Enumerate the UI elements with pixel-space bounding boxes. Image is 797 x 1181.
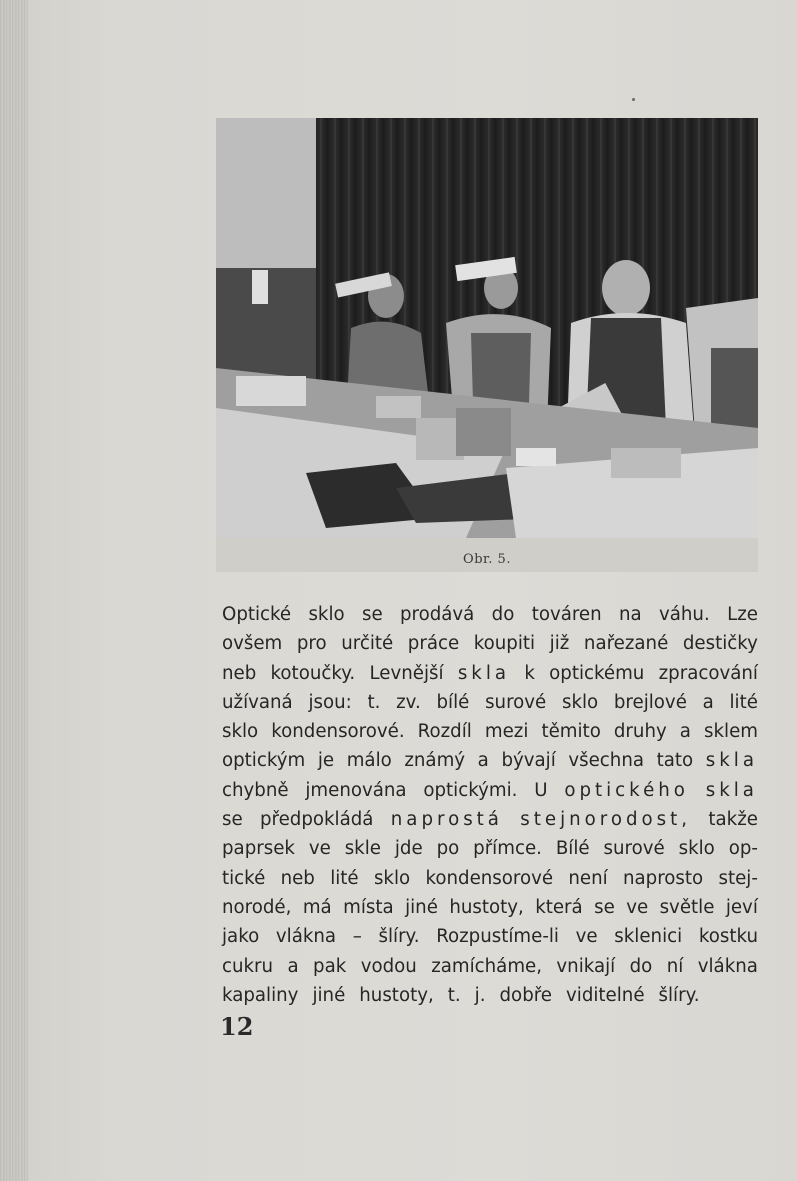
word: prodává — [399, 604, 475, 625]
word: určité — [341, 633, 394, 655]
word: nařezané — [583, 633, 669, 655]
word: neb — [222, 662, 257, 684]
word: lité — [729, 691, 758, 713]
word: sklenici — [614, 926, 683, 948]
body-paragraph — [222, 600, 758, 1010]
word: zpracování — [658, 662, 758, 684]
word: kondensorové. — [271, 721, 405, 743]
word: t. — [447, 984, 461, 1006]
text-line — [222, 922, 758, 951]
word: a — [287, 955, 299, 977]
word: vlákna — [275, 926, 337, 948]
word: cukru — [222, 955, 274, 977]
word: takže — [708, 809, 758, 831]
word: k — [524, 662, 535, 684]
word: váhu. — [659, 604, 710, 625]
word: světle — [659, 896, 715, 918]
word: málo — [346, 750, 392, 772]
word: přímce. — [473, 838, 542, 860]
word: jako — [222, 926, 260, 948]
word: tato — [656, 750, 694, 772]
word: má — [302, 896, 332, 918]
word: pak — [313, 955, 347, 977]
word: surové — [485, 691, 547, 713]
word: a — [702, 691, 714, 713]
word: sklo — [373, 867, 411, 889]
word: tické — [222, 867, 266, 889]
figure-photo-drawing — [216, 118, 758, 538]
paper-speck — [632, 98, 635, 101]
text-line — [222, 659, 758, 688]
word: stej- — [718, 867, 758, 889]
word: kondensorové — [425, 867, 554, 889]
word: bílé — [436, 691, 470, 713]
word: Bílé — [555, 838, 590, 860]
figure-photo — [216, 118, 758, 538]
word: kotoučky. — [270, 662, 356, 684]
word: Lze — [727, 604, 758, 625]
word: lité — [330, 867, 359, 889]
word: destičky — [682, 633, 758, 655]
word: těmito — [541, 721, 601, 743]
word: jiné — [312, 984, 346, 1006]
word: do — [491, 604, 515, 625]
word: brejlové — [613, 691, 687, 713]
word: – — [352, 926, 362, 948]
word: skla — [705, 779, 758, 801]
word: se — [222, 809, 243, 831]
word: kostku — [698, 926, 758, 948]
word: stejnorodost, — [520, 809, 692, 831]
word: op- — [728, 838, 758, 860]
word: surové — [603, 838, 665, 860]
text-line — [222, 981, 758, 1010]
word: a — [477, 750, 489, 772]
word: sklo — [308, 604, 345, 625]
text-line — [222, 805, 758, 834]
word: práce — [407, 633, 460, 655]
word: Optické — [222, 604, 292, 625]
word: jde — [394, 838, 423, 860]
word: užívaná — [222, 691, 293, 713]
word: jmenována — [305, 779, 407, 801]
word: naprosto — [623, 867, 704, 889]
word: j. — [474, 984, 486, 1006]
word: sklo — [222, 721, 259, 743]
text-line — [222, 717, 758, 746]
word: sklo — [561, 691, 599, 713]
word: po — [436, 838, 460, 860]
word: se — [594, 896, 615, 918]
text-line — [222, 746, 758, 775]
word: která — [535, 896, 583, 918]
word: hustoty, — [359, 984, 434, 1006]
word: hustoty, — [449, 896, 524, 918]
word: dobře — [499, 984, 552, 1006]
word: šlíry. — [378, 926, 420, 948]
word: ve — [626, 896, 649, 918]
word: do — [629, 955, 653, 977]
word: bývají — [501, 750, 556, 772]
word: vodou — [360, 955, 417, 977]
text-line — [222, 893, 758, 922]
word: šlíry. — [658, 984, 700, 1006]
word: Rozdíl — [417, 721, 472, 743]
word: již — [549, 633, 570, 655]
word: známý — [404, 750, 466, 772]
word: zv. — [396, 691, 421, 713]
word: ní — [666, 955, 684, 977]
word: mezi — [484, 721, 529, 743]
word: jsou: — [308, 691, 352, 713]
text-line — [222, 952, 758, 981]
word: optickými. — [423, 779, 518, 801]
text-line — [222, 864, 758, 893]
word: sklo — [678, 838, 715, 860]
word: Levnější — [369, 662, 444, 684]
word: není — [568, 867, 608, 889]
word: paprsek — [222, 838, 295, 860]
word: skla — [705, 750, 758, 772]
word: druhy — [613, 721, 667, 743]
word: předpokládá — [260, 809, 374, 831]
text-line — [222, 834, 758, 863]
book-spine — [0, 0, 28, 1181]
word: optickému — [549, 662, 645, 684]
word: kapaliny — [222, 984, 299, 1006]
word: ve — [308, 838, 331, 860]
word: U — [534, 779, 548, 801]
word: skle — [344, 838, 381, 860]
word: Rozpustíme-li — [436, 926, 559, 948]
word: továren — [531, 604, 602, 625]
word: skla — [457, 662, 511, 684]
page-number: 12 — [220, 1012, 254, 1041]
word: chybně — [222, 779, 289, 801]
word: vnikají — [556, 955, 616, 977]
word: optickým — [222, 750, 306, 772]
word: ve — [575, 926, 598, 948]
word: viditelné — [566, 984, 645, 1006]
word: vlákna — [697, 955, 758, 977]
word: naprostá — [390, 809, 503, 831]
word: t. — [367, 691, 381, 713]
word: a — [679, 721, 691, 743]
word: neb — [280, 867, 315, 889]
word: jeví — [725, 896, 758, 918]
text-line — [222, 600, 758, 629]
figure-caption: Obr. 5. — [463, 552, 511, 567]
text-line — [222, 629, 758, 658]
word: ovšem — [222, 633, 283, 655]
word: na — [618, 604, 642, 625]
text-line — [222, 776, 758, 805]
text-line — [222, 688, 758, 717]
word: je — [317, 750, 335, 772]
word: všechna — [568, 750, 645, 772]
word: jiné — [405, 896, 438, 918]
word: zamícháme, — [431, 955, 543, 977]
word: se — [361, 604, 383, 625]
word: optického — [564, 779, 689, 801]
word: koupiti — [473, 633, 536, 655]
word: pro — [296, 633, 327, 655]
word: sklem — [704, 721, 758, 743]
word: místa — [343, 896, 394, 918]
word: norodé, — [222, 896, 292, 918]
